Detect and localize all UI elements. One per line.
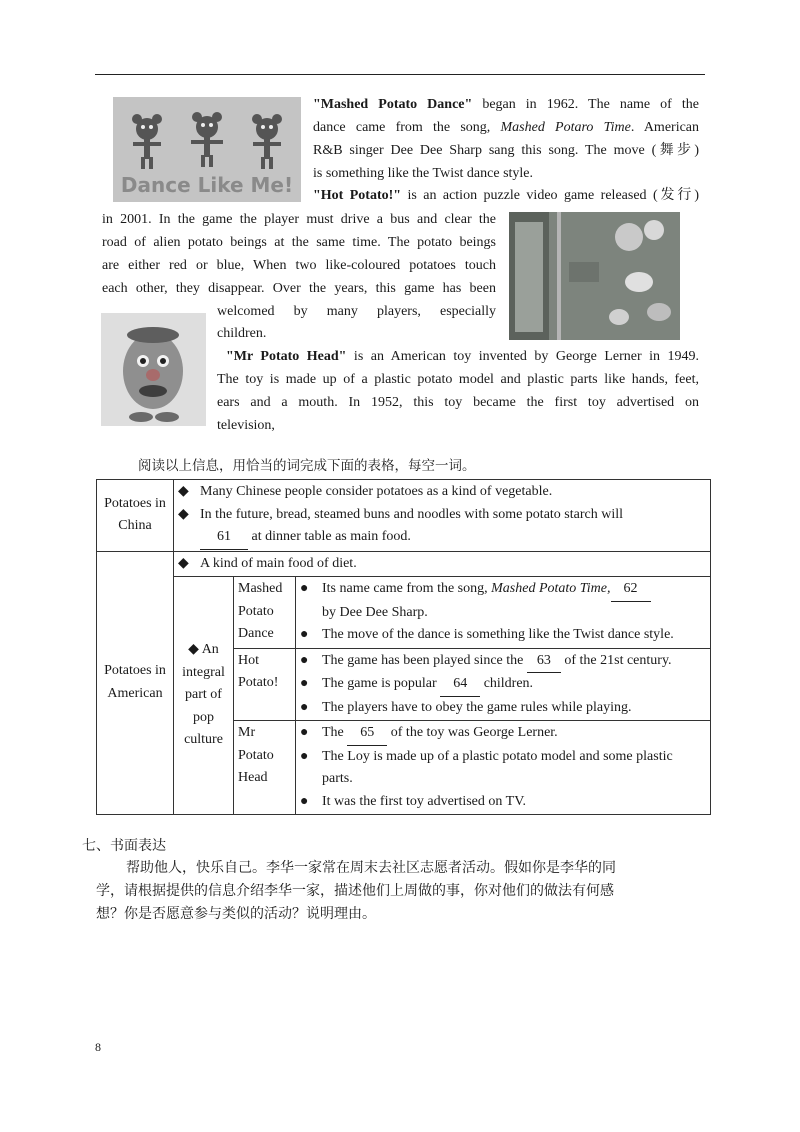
image-caption: Dance Like Me!: [120, 173, 294, 197]
game-item-3: ● The players have to obey the game rules while playing.: [300, 699, 632, 715]
dance-like-me-image: [113, 97, 301, 202]
hot-potato-game-image: [509, 212, 680, 340]
game-name: Hot Potato!: [234, 648, 296, 721]
toy-line-2: The toy is made up of a plastic potato model and plastic parts like hands, feet,: [217, 372, 699, 387]
potato-info-table: [96, 479, 711, 815]
china-row: [97, 480, 711, 552]
china-content: [174, 480, 711, 552]
writing-line-2: 学，请根据提供的信息介绍李华一家，描述他们上周做的事，你对他们的做法有何感: [96, 883, 614, 899]
dance-row: [97, 577, 711, 649]
toy-line-3: ears and a mouth. In 1952, this toy became the first toy advertised on: [217, 395, 699, 410]
game-line-4: are either red or blue, When two like-coloured potatoes touch: [102, 258, 496, 273]
mr-potato-head-image: [101, 313, 206, 426]
american-main-food-row: [97, 551, 711, 577]
toy-item-1: ● The 65 of the toy was George Lerner.: [300, 722, 706, 746]
dance-line-1: "Mashed Potato Dance" began in 1962. The name of the: [313, 97, 699, 112]
writing-line-3: 想？你是否愿意参与类似的活动？说明理由。: [96, 906, 376, 922]
game-item-1: ● The game has been played since the 63 of the 21st century.: [300, 650, 706, 674]
game-line-2: in 2001. In the game the player must drive a bus and clear the: [102, 212, 496, 227]
integral-label: ◆ An integral part of pop culture: [174, 577, 234, 815]
page-number: 8: [95, 1040, 101, 1054]
toy-name: Mr Potato Head: [234, 721, 296, 815]
toy-line-4: television,: [217, 418, 275, 433]
blank-64[interactable]: 64: [440, 673, 480, 697]
dance-item-1-cont: by Dee Dee Sharp.: [322, 604, 428, 620]
dance-line-2: dance came from the song, Mashed Potaro Time. American: [313, 120, 700, 135]
dance-line-3: R&B singer Dee Dee Sharp sang this song. The move (舞步): [313, 143, 699, 158]
dance-item-1: ● Its name came from the song, Mashed Potato Time, 62: [300, 578, 706, 602]
writing-line-1: 帮助他人，快乐自己。李华一家常在周末去社区志愿者活动。假如你是李华的同: [126, 860, 616, 876]
american-label: Potatoes in American: [97, 551, 174, 815]
dance-details: [296, 577, 711, 649]
blank-65[interactable]: 65: [347, 722, 387, 746]
blank-62[interactable]: 62: [611, 578, 651, 602]
dance-item-2: ● The move of the dance is something like the Twist dance style.: [300, 627, 674, 642]
instruction: 阅读以上信息，用恰当的词完成下面的表格，每空一词。: [138, 458, 476, 474]
dance-line-4: is something like the Twist dance style.: [313, 166, 534, 181]
toy-line-1: "Mr Potato Head" is an American toy invented by George Lerner in 1949.: [226, 349, 699, 364]
header-rule: [95, 74, 705, 75]
game-line-1: "Hot Potato!" is an action puzzle video game released (发行): [313, 188, 700, 203]
game-line-3: road of alien potato beings at the same time. The potato beings: [102, 235, 496, 250]
main-food-item: ◆ A kind of main food of diet.: [174, 551, 711, 577]
dance-name: Mashed Potato Dance: [234, 577, 296, 649]
game-line-7: children.: [217, 326, 267, 341]
toy-item-3: ● It was the first toy advertised on TV.: [300, 793, 527, 809]
game-line-6: welcomed by many players, especially: [217, 304, 496, 319]
china-item-1: ◆ Many Chinese people consider potatoes as a kind of vegetable.: [178, 484, 553, 499]
writing-heading: 七、书面表达: [82, 838, 166, 854]
game-item-2: ● The game is popular 64 children.: [300, 673, 706, 697]
china-label: Potatoes in China: [97, 480, 174, 552]
china-item-2: ◆ In the future, bread, steamed buns and noodles with some potato starch will: [178, 506, 624, 522]
china-item-2-cont: 61 at dinner table as main food.: [178, 526, 706, 550]
toy-item-2: ● The Loy is made up of a plastic potato model and some plastic parts.: [300, 748, 673, 786]
blank-61[interactable]: 61: [200, 526, 248, 550]
game-details: [296, 648, 711, 721]
blank-63[interactable]: 63: [527, 650, 561, 674]
game-line-5: each other, they disappear. Over the years, this game has been: [102, 281, 496, 296]
toy-details: [296, 721, 711, 815]
